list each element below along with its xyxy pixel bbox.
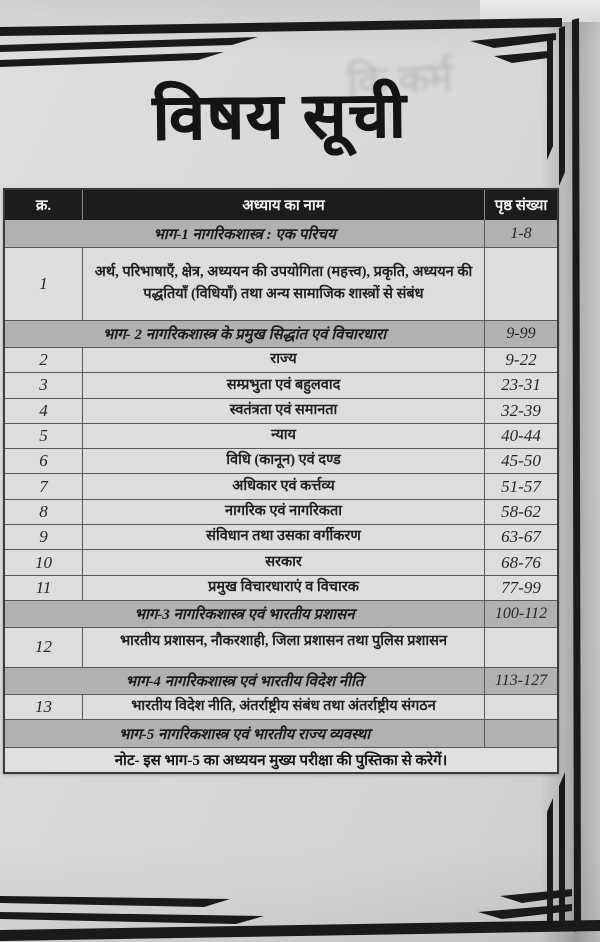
page-range: 32-39 (501, 400, 541, 420)
chapter-name: संविधान तथा उसका वर्गीकरण (83, 525, 485, 549)
chapter-number: 1 (5, 248, 83, 320)
chapter-name: सरकार (83, 550, 485, 574)
contents-table (3, 188, 559, 774)
table-row (5, 473, 557, 498)
page-range (485, 628, 557, 667)
table-row (5, 347, 557, 372)
table-row (5, 694, 557, 719)
chapter-name: न्याय (83, 424, 485, 448)
table-row (5, 549, 557, 574)
section-row (5, 320, 557, 347)
header-serial-number: क्र. (5, 190, 83, 220)
chapter-number: 7 (5, 474, 83, 498)
section-row (5, 600, 557, 627)
page-range (485, 248, 557, 320)
chapter-name: प्रमुख विचारधाराएं व विचारक (83, 576, 485, 600)
chapter-number: 3 (5, 373, 83, 397)
page-range: 68-76 (501, 552, 541, 572)
chapter-name: स्वतंत्रता एवं समानता (83, 399, 485, 423)
section-title: भाग-1 नागरिकशास्त्र : एक परिचय (5, 220, 485, 247)
page-range: 9-99 (506, 325, 536, 342)
table-row (5, 372, 557, 397)
chapter-name: राज्य (83, 348, 485, 372)
chapter-name: अर्थ, परिभाषाएँ, क्षेत्र, अध्ययन की उपयोगिता (महत्त्व), प्रकृति, अध्ययन की पद्धतियाँ (विधियाँ) तथा अन्य सामाजिक शास्त्रों से संबंध (83, 248, 485, 320)
chapter-number: 8 (5, 500, 83, 524)
header-chapter-name: अध्याय का नाम (83, 190, 485, 220)
chapter-number: 10 (5, 550, 83, 574)
table-row (5, 524, 557, 549)
chapter-name: सम्प्रभुता एवं बहुलवाद (83, 373, 485, 397)
page-range: 23-31 (501, 375, 541, 395)
note-row (5, 747, 557, 772)
page-title: विषय सूची (152, 79, 408, 154)
page-range: 58-62 (501, 501, 541, 521)
chapter-number: 6 (5, 449, 83, 473)
chapter-name: नागरिक एवं नागरिकता (83, 500, 485, 524)
note-text: नोट- इस भाग-5 का अध्ययन मुख्य परीक्षा की पुस्तिका से करेगें। (114, 753, 448, 770)
section-title: भाग-3 नागरिकशास्त्र एवं भारतीय प्रशासन (5, 601, 485, 627)
section-title: भाग-5 नागरिकशास्त्र एवं भारतीय राज्य व्यवस्था (5, 720, 485, 747)
table-row (5, 423, 557, 448)
page-range: 9-22 (505, 350, 537, 370)
page-range: 77-99 (501, 577, 541, 597)
table-row (5, 448, 557, 473)
page-range: 100-112 (494, 604, 548, 622)
page-range: 1-8 (510, 224, 532, 242)
chapter-name: भारतीय प्रशासन, नौकरशाही, जिला प्रशासन तथा पुलिस प्रशासन (83, 628, 485, 667)
chapter-number: 11 (5, 576, 83, 600)
chapter-name: विधि (कानून) एवं दण्ड (83, 449, 485, 473)
chapter-name: भारतीय विदेश नीति, अंतर्राष्ट्रीय संबंध तथा अंतर्राष्ट्रीय संगठन (83, 695, 485, 719)
chapter-name: अधिकार एवं कर्त्तव्य (83, 474, 485, 498)
header-page-number: पृष्ठ संख्या (494, 198, 548, 214)
table-row (5, 499, 557, 524)
page-range: 113-127 (494, 671, 548, 689)
section-title: भाग- 2 नागरिकशास्त्र के प्रमुख सिद्धांत एवं विचारधारा (5, 321, 485, 347)
table-row (5, 247, 557, 320)
table-rows (5, 220, 557, 772)
table-row (5, 575, 557, 600)
page-range (485, 720, 557, 747)
section-row (5, 667, 557, 694)
page-range: 63-67 (501, 527, 541, 547)
table-header-row (5, 190, 557, 220)
page-range: 45-50 (501, 451, 541, 471)
chapter-number: 2 (5, 348, 83, 372)
chapter-number: 4 (5, 399, 83, 423)
page-range: 40-44 (501, 426, 541, 446)
chapter-number: 9 (5, 525, 83, 549)
section-title: भाग-4 नागरिकशास्त्र एवं भारतीय विदेश नीति (5, 668, 485, 694)
chapter-number: 13 (5, 695, 83, 719)
chapter-number: 5 (5, 424, 83, 448)
section-row (5, 220, 557, 247)
section-row (5, 719, 557, 747)
table-row (5, 398, 557, 423)
chapter-number: 12 (5, 628, 83, 667)
page-range (485, 695, 557, 719)
table-row (5, 627, 557, 667)
bleed-through-text: कि कर्म (346, 54, 455, 105)
page-range: 51-57 (501, 476, 541, 496)
